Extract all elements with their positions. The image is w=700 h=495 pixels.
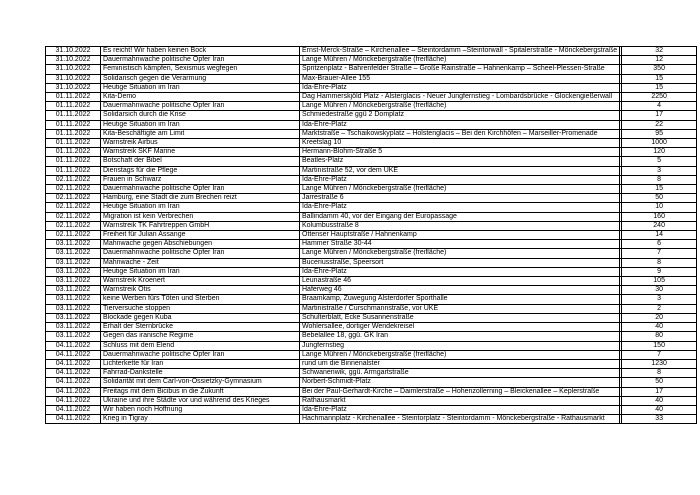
- table-row: [46, 387, 697, 396]
- location-cell: Schwanenwik, ggü. Armgartstraße: [300, 369, 620, 378]
- table-row: [46, 378, 697, 387]
- topic-cell: Botschaft der Bibel: [101, 157, 300, 166]
- date-cell: 02.11.2022: [46, 175, 101, 184]
- participants-cell: 80: [622, 332, 697, 341]
- location-cell: Lange Mühren / Mönckebergstraße (freifläche): [300, 249, 620, 258]
- table-row: [46, 111, 697, 120]
- topic-cell: Tierversuche stoppen: [101, 304, 300, 313]
- participants-cell: 17: [622, 111, 697, 120]
- topic-cell: Fahrrad-Dankstelle: [101, 369, 300, 378]
- topic-cell: Es reicht! Wir haben keinen Bock: [101, 47, 300, 56]
- participants-cell: 32: [622, 47, 697, 56]
- table-row: [46, 175, 697, 184]
- location-cell: Ottenser Hauptstraße / Hahnenkamp: [300, 231, 620, 240]
- participants-cell: 1230: [622, 359, 697, 368]
- date-cell: 03.11.2022: [46, 240, 101, 249]
- table-row: [46, 56, 697, 65]
- date-cell: 02.11.2022: [46, 203, 101, 212]
- location-cell: Bei der Paul-Gerhardt-Kirche – Daimlerstraße – Hohenzollerning – Bleickenallee – Keplerstraße: [300, 387, 620, 396]
- location-cell: Lange Mühren / Mönckebergstraße (freifläche): [300, 56, 620, 65]
- participants-cell: 2: [622, 304, 697, 313]
- location-cell: Max-Brauer-Allee 155: [300, 74, 620, 83]
- location-cell: Schmiedestraße ggü 2 Domplatz: [300, 111, 620, 120]
- date-cell: 01.11.2022: [46, 166, 101, 175]
- participants-cell: 3: [622, 295, 697, 304]
- table-row: [46, 221, 697, 230]
- table-row: [46, 120, 697, 129]
- date-cell: 01.11.2022: [46, 148, 101, 157]
- date-cell: 01.11.2022: [46, 93, 101, 102]
- location-cell: Jarrestraße 6: [300, 194, 620, 203]
- topic-cell: Hamburg, eine Stadt die zum Brechen reizt: [101, 194, 300, 203]
- location-cell: Lange Mühren / Mönckebergstraße (freifläche): [300, 185, 620, 194]
- participants-cell: 15: [622, 74, 697, 83]
- participants-cell: 17: [622, 387, 697, 396]
- date-cell: 03.11.2022: [46, 267, 101, 276]
- location-cell: Ida-Ehre-Platz: [300, 175, 620, 184]
- location-cell: Ida-Ehre-Platz: [300, 203, 620, 212]
- date-cell: 01.11.2022: [46, 102, 101, 111]
- date-cell: 03.11.2022: [46, 249, 101, 258]
- assembly-table-body: [46, 47, 697, 424]
- table-row: [46, 405, 697, 414]
- table-row: [46, 212, 697, 221]
- table-row: [46, 313, 697, 322]
- table-row: [46, 323, 697, 332]
- location-cell: Hammer Straße 30-44: [300, 240, 620, 249]
- table-row: [46, 65, 697, 74]
- table-row: [46, 332, 697, 341]
- date-cell: 03.11.2022: [46, 313, 101, 322]
- topic-cell: Solidarsich durch die Krise: [101, 111, 300, 120]
- table-row: [46, 267, 697, 276]
- date-cell: 01.11.2022: [46, 157, 101, 166]
- participants-cell: 4: [622, 102, 697, 111]
- location-cell: Norbert-Schmidt-Platz: [300, 378, 620, 387]
- participants-cell: 10: [622, 203, 697, 212]
- location-cell: Kreetslag 10: [300, 139, 620, 148]
- participants-cell: 40: [622, 405, 697, 414]
- table-row: [46, 203, 697, 212]
- participants-cell: 9: [622, 267, 697, 276]
- location-cell: Wohlersallee, dortiger Wendekreisel: [300, 323, 620, 332]
- participants-cell: 8: [622, 175, 697, 184]
- location-cell: Ida-Ehre-Platz: [300, 83, 620, 92]
- topic-cell: keine Werben fürs Töten und Sterben: [101, 295, 300, 304]
- location-cell: Dag Hammerskjöld Platz - Alsterglacis - Neuer Jungfernstieg - Lombardsbrücke - Glockengießerwall: [300, 93, 620, 102]
- topic-cell: Kita-Demo: [101, 93, 300, 102]
- topic-cell: Dauermahnwache politische Opfer Iran: [101, 102, 300, 111]
- participants-cell: 15: [622, 83, 697, 92]
- participants-cell: 50: [622, 194, 697, 203]
- table-row: [46, 415, 697, 424]
- participants-cell: 12: [622, 56, 697, 65]
- date-cell: 01.11.2022: [46, 120, 101, 129]
- participants-cell: 50: [622, 378, 697, 387]
- location-cell: Buceriusstraße, Speersort: [300, 258, 620, 267]
- topic-cell: Lichterkette für Iran: [101, 359, 300, 368]
- table-row: [46, 359, 697, 368]
- date-cell: 02.11.2022: [46, 212, 101, 221]
- table-row: [46, 258, 697, 267]
- topic-cell: Dauermahnwache politische Opfer Iran: [101, 56, 300, 65]
- date-cell: 31.10.2022: [46, 74, 101, 83]
- table-row: [46, 396, 697, 405]
- topic-cell: Feministisch kämpfen, Sexismus wegfegen: [101, 65, 300, 74]
- participants-cell: 7: [622, 249, 697, 258]
- date-cell: 04.11.2022: [46, 387, 101, 396]
- location-cell: Hermann-Blohm-Straße 5: [300, 148, 620, 157]
- topic-cell: Warnstreik SKF Marine: [101, 148, 300, 157]
- location-cell: Schulterblatt, Ecke Susannenstraße: [300, 313, 620, 322]
- participants-cell: 20: [622, 313, 697, 322]
- participants-cell: 6: [622, 240, 697, 249]
- date-cell: 02.11.2022: [46, 185, 101, 194]
- location-cell: Ballindamm 40, vor der Eingang der Europassage: [300, 212, 620, 221]
- date-cell: 03.11.2022: [46, 258, 101, 267]
- table-row: [46, 341, 697, 350]
- topic-cell: Blockade gegen Kuba: [101, 313, 300, 322]
- table-row: [46, 157, 697, 166]
- participants-cell: 30: [622, 286, 697, 295]
- location-cell: Spritzenplatz - Bahrenfelder Straße – Große Rainstraße – Hahnenkamp – Scheel-Plessen-Straße: [300, 65, 620, 74]
- date-cell: 04.11.2022: [46, 396, 101, 405]
- participants-cell: 3: [622, 166, 697, 175]
- date-cell: 04.11.2022: [46, 350, 101, 359]
- date-cell: 31.10.2022: [46, 56, 101, 65]
- participants-cell: 22: [622, 120, 697, 129]
- table-row: [46, 249, 697, 258]
- location-cell: Ida-Ehre-Platz: [300, 120, 620, 129]
- date-cell: 01.11.2022: [46, 111, 101, 120]
- date-cell: 04.11.2022: [46, 369, 101, 378]
- location-cell: Hachmannplatz - Kirchenallee - Steintorplatz - Steintordamm - Mönckebergstraße - Rathausmarkt: [300, 415, 620, 424]
- participants-cell: 2250: [622, 93, 697, 102]
- topic-cell: Heutige Situation im Iran: [101, 203, 300, 212]
- table-row: [46, 350, 697, 359]
- table-row: [46, 240, 697, 249]
- location-cell: Leunastraße 46: [300, 277, 620, 286]
- date-cell: 01.11.2022: [46, 139, 101, 148]
- table-row: [46, 295, 697, 304]
- topic-cell: Solidarität mit dem Carl-von-Ossietzky-Gymnasium: [101, 378, 300, 387]
- date-cell: 03.11.2022: [46, 295, 101, 304]
- location-cell: Jungfernstieg: [300, 341, 620, 350]
- topic-cell: Migration ist kein Verbrechen: [101, 212, 300, 221]
- topic-cell: Dauermahnwache politische Opfer Iran: [101, 350, 300, 359]
- table-row: [46, 74, 697, 83]
- topic-cell: Warnstreik Otis: [101, 286, 300, 295]
- date-cell: 02.11.2022: [46, 231, 101, 240]
- table-row: [46, 129, 697, 138]
- date-cell: 04.11.2022: [46, 359, 101, 368]
- participants-cell: 240: [622, 221, 697, 230]
- table-row: [46, 139, 697, 148]
- participants-cell: 8: [622, 369, 697, 378]
- location-cell: Haferweg 46: [300, 286, 620, 295]
- participants-cell: 8: [622, 258, 697, 267]
- date-cell: 04.11.2022: [46, 405, 101, 414]
- date-cell: 02.11.2022: [46, 194, 101, 203]
- table-row: [46, 166, 697, 175]
- location-cell: Bebelallee 18, ggü. GK Iran: [300, 332, 620, 341]
- participants-cell: 105: [622, 277, 697, 286]
- date-cell: 03.11.2022: [46, 332, 101, 341]
- participants-cell: 350: [622, 65, 697, 74]
- participants-cell: 33: [622, 415, 697, 424]
- location-cell: Beatles-Platz: [300, 157, 620, 166]
- topic-cell: Kita-Beschäftigte am Limit: [101, 129, 300, 138]
- location-cell: Martinistraße 52, vor dem UKE: [300, 166, 620, 175]
- date-cell: 01.11.2022: [46, 129, 101, 138]
- table-row: [46, 286, 697, 295]
- topic-cell: Heutige Situation im Iran: [101, 83, 300, 92]
- location-cell: Lange Mühren / Mönckebergstraße (freifläche): [300, 102, 620, 111]
- table-row: [46, 102, 697, 111]
- topic-cell: Mahnwache - Zeit: [101, 258, 300, 267]
- table-row: [46, 231, 697, 240]
- topic-cell: Wir haben noch Hoffnung: [101, 405, 300, 414]
- participants-cell: 40: [622, 396, 697, 405]
- date-cell: 02.11.2022: [46, 221, 101, 230]
- topic-cell: Warnstreik Kroenert: [101, 277, 300, 286]
- date-cell: 31.10.2022: [46, 65, 101, 74]
- participants-cell: 40: [622, 323, 697, 332]
- date-cell: 04.11.2022: [46, 415, 101, 424]
- date-cell: 04.11.2022: [46, 378, 101, 387]
- topic-cell: Warnstreik TK Fahrtreppen GmbH: [101, 221, 300, 230]
- location-cell: Marktstraße – Tschaikowskyplatz – Holstenglacis – Bei den Kirchhöfen – Marseiller-Promenade: [300, 129, 620, 138]
- topic-cell: Heutige Situation im Iran: [101, 267, 300, 276]
- topic-cell: Dauermahnwache politische Opfer Iran: [101, 185, 300, 194]
- topic-cell: Mahnwache gegen Abschiebungen: [101, 240, 300, 249]
- date-cell: 03.11.2022: [46, 286, 101, 295]
- topic-cell: Frauen in Schwarz: [101, 175, 300, 184]
- location-cell: Martinistraße / Curschmannstraße, vor UKE: [300, 304, 620, 313]
- location-cell: Braamkamp, Zuwegung Alsterdorfer Sporthalle: [300, 295, 620, 304]
- participants-cell: 150: [622, 341, 697, 350]
- topic-cell: Ukraine und ihre Städte vor und während des Krieges: [101, 396, 300, 405]
- date-cell: 04.11.2022: [46, 341, 101, 350]
- date-cell: 03.11.2022: [46, 323, 101, 332]
- table-row: [46, 93, 697, 102]
- table-row: [46, 304, 697, 313]
- location-cell: rund um die Binnenalster: [300, 359, 620, 368]
- topic-cell: Erhalt der Sternbrücke: [101, 323, 300, 332]
- participants-cell: 7: [622, 350, 697, 359]
- table-row: [46, 148, 697, 157]
- location-cell: Rathausmarkt: [300, 396, 620, 405]
- topic-cell: Freitags mit dem Bicibus in die Zukunft: [101, 387, 300, 396]
- participants-cell: 160: [622, 212, 697, 221]
- table-row: [46, 194, 697, 203]
- location-cell: Ida-Ehre-Platz: [300, 267, 620, 276]
- assembly-table: [45, 46, 697, 424]
- participants-cell: 14: [622, 231, 697, 240]
- participants-cell: 15: [622, 185, 697, 194]
- topic-cell: Krieg in Tigray: [101, 415, 300, 424]
- location-cell: Ernst-Merck-Straße – Kirchenallee – Steintordamm –Steintorwall - Spitalerstraße - Mönckebergstraße: [300, 47, 620, 56]
- topic-cell: Solidarisch gegen die Verarmung: [101, 74, 300, 83]
- topic-cell: Dienstags für die Pflege: [101, 166, 300, 175]
- date-cell: 31.10.2022: [46, 47, 101, 56]
- date-cell: 31.10.2022: [46, 83, 101, 92]
- table-row: [46, 83, 697, 92]
- topic-cell: Schluss mit dem Elend: [101, 341, 300, 350]
- location-cell: Kolumbusstraße 8: [300, 221, 620, 230]
- participants-cell: 1000: [622, 139, 697, 148]
- date-cell: 03.11.2022: [46, 277, 101, 286]
- topic-cell: Warnstreik Airbus: [101, 139, 300, 148]
- participants-cell: 120: [622, 148, 697, 157]
- topic-cell: Freiheit für Julian Assange: [101, 231, 300, 240]
- table-row: [46, 369, 697, 378]
- table-row: [46, 47, 697, 56]
- table-row: [46, 277, 697, 286]
- date-cell: 03.11.2022: [46, 304, 101, 313]
- participants-cell: 95: [622, 129, 697, 138]
- participants-cell: 5: [622, 157, 697, 166]
- location-cell: Lange Mühren / Mönckebergstraße (freifläche): [300, 350, 620, 359]
- location-cell: Ida-Ehre-Platz: [300, 405, 620, 414]
- topic-cell: Heutige Situation im Iran: [101, 120, 300, 129]
- topic-cell: Gegen das iranische Regime: [101, 332, 300, 341]
- table-row: [46, 185, 697, 194]
- topic-cell: Dauermahnwache politische Opfer Iran: [101, 249, 300, 258]
